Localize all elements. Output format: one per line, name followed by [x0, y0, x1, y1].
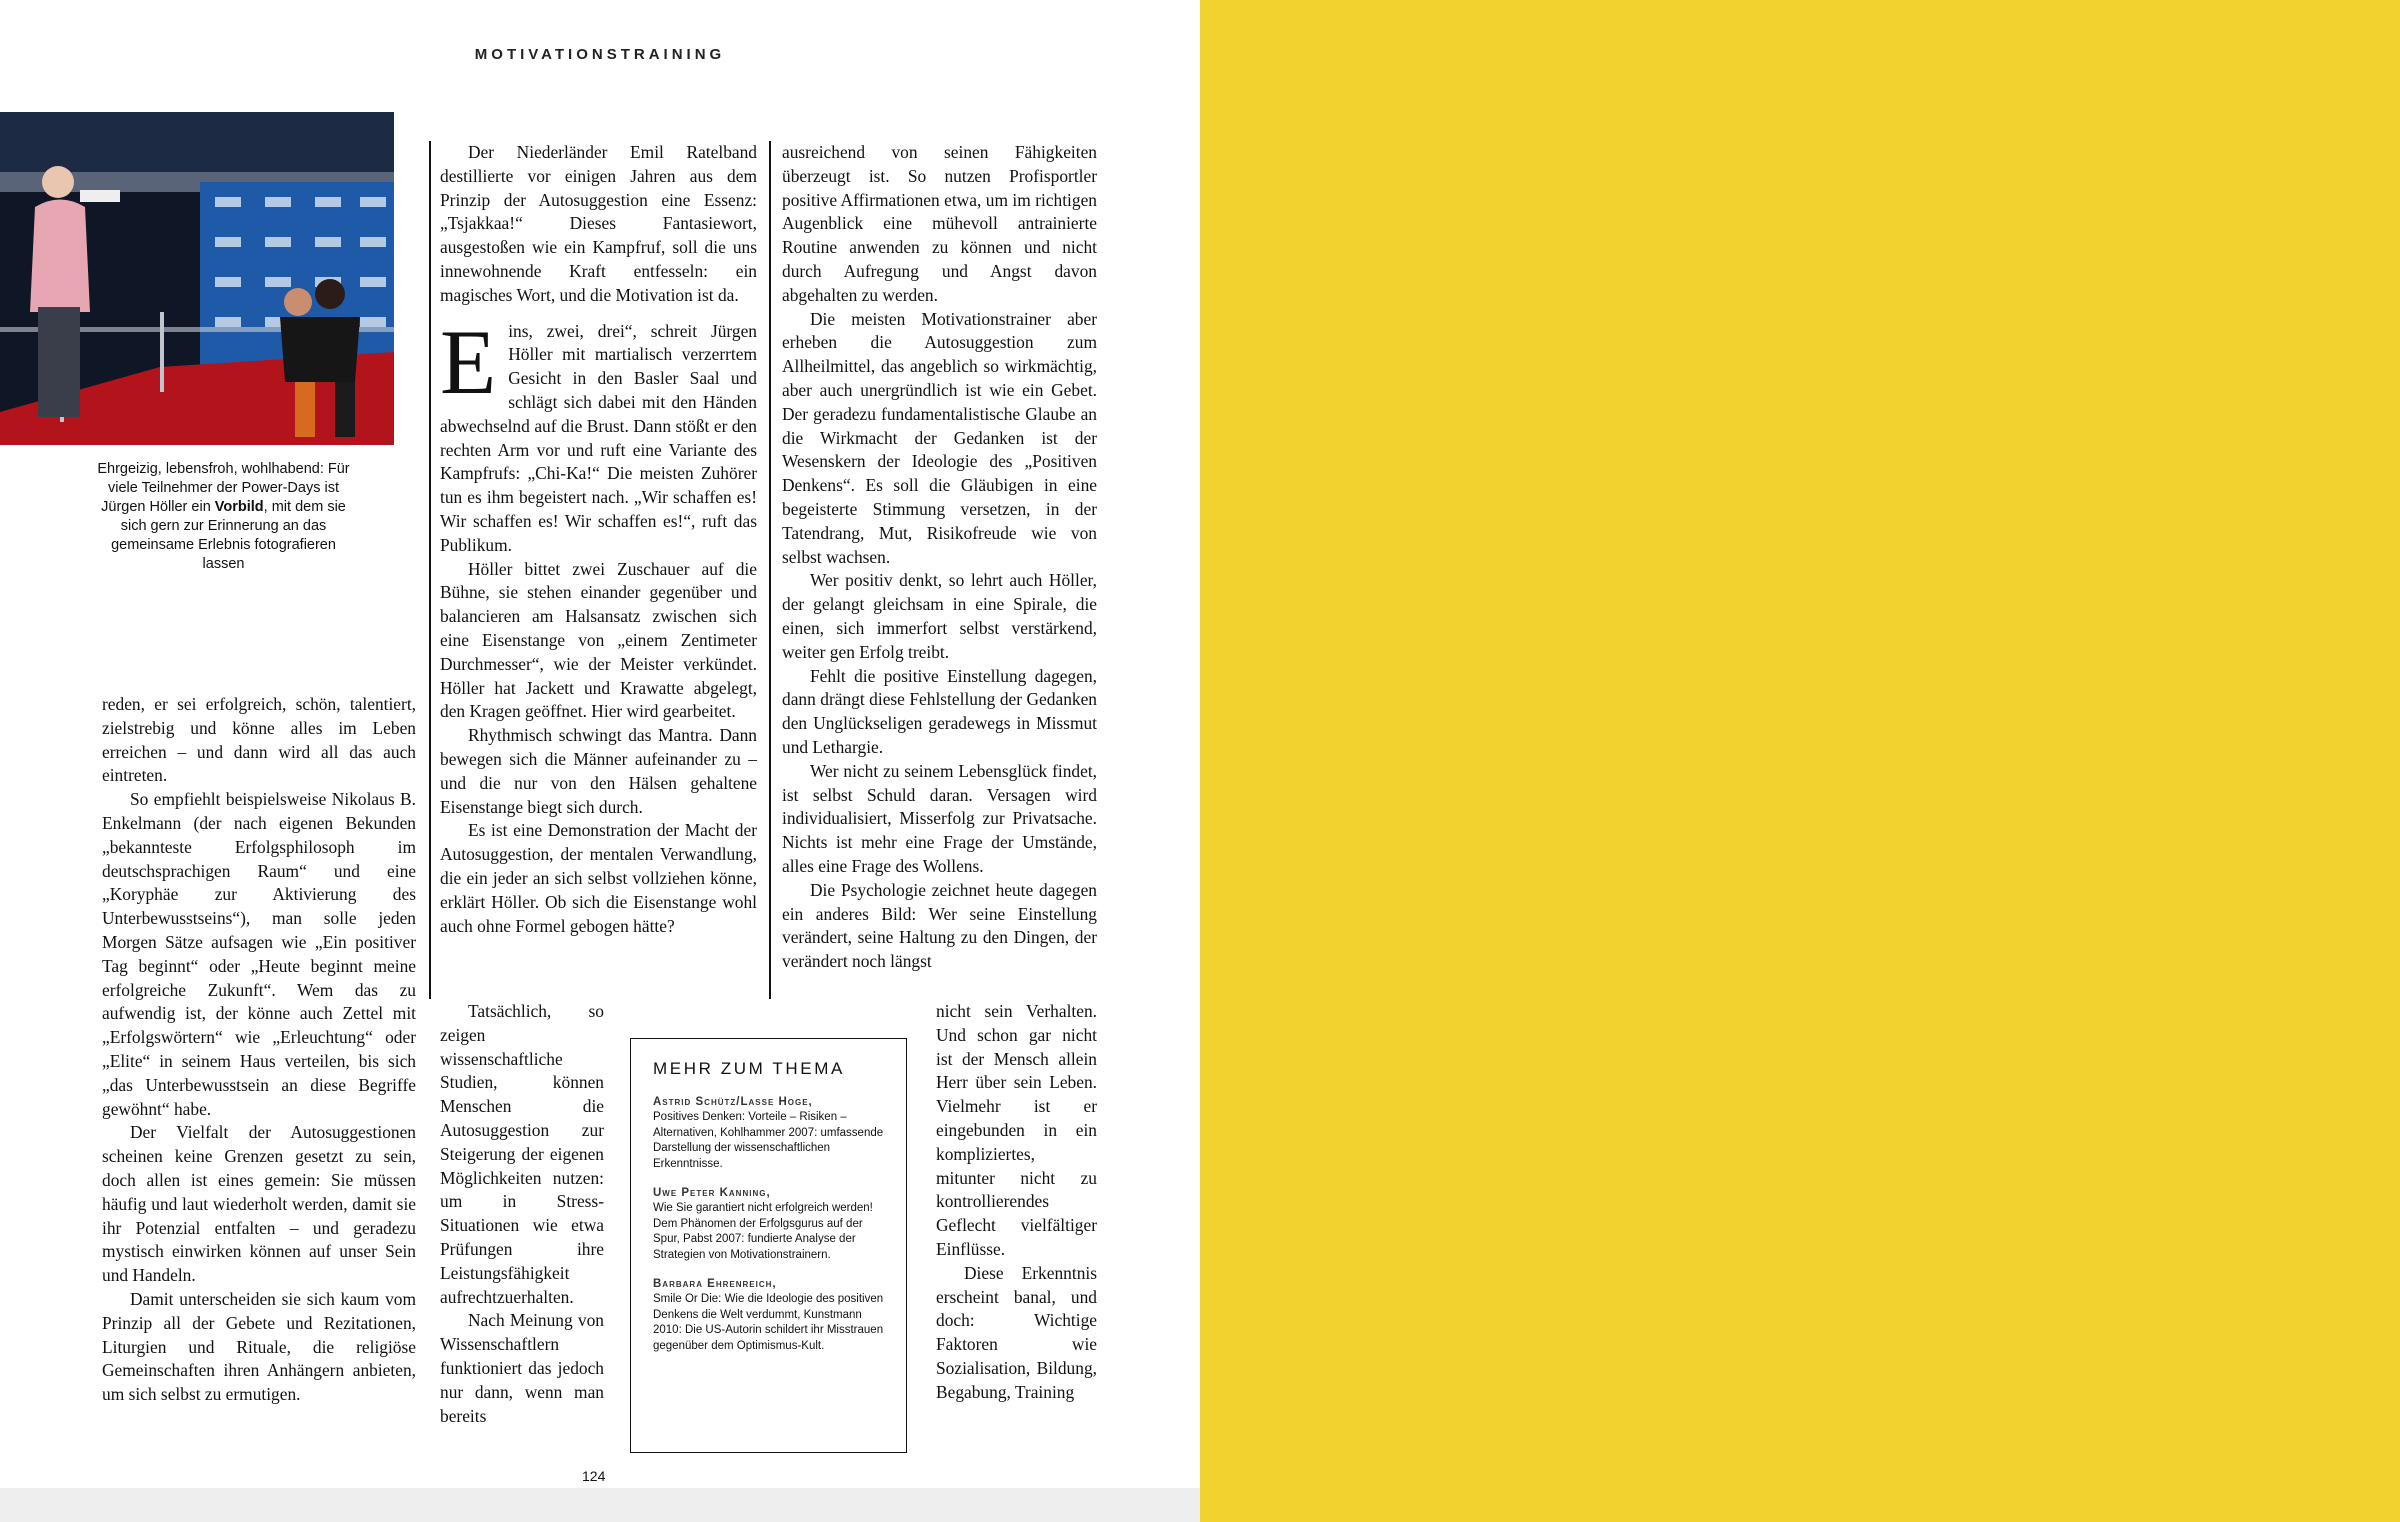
article-paragraph: Die Psychologie zeichnet heute dagegen ein anderes Bild: Wer seine Einstellung verändert, seine Haltung zu den Dingen, der verändert noch längst — [782, 879, 1097, 972]
article-paragraph: Damit unterscheiden sie sich kaum vom Prinzip all der Gebete und Rezitationen, Liturgien und Rituale, die religiöse Gemeinschaften ihren Anhängern anbieten, um sich selbst zu ermutigen. — [102, 1288, 416, 1405]
photo-caption-text: Ehrgeizig, lebensfroh, wohlhabend: Für viele Teilnehmer der Power-Days ist Jürgen Höller ein — [97, 461, 350, 515]
article-column-3 — [782, 141, 1097, 974]
reading-entry — [653, 1095, 886, 1172]
page-number: 124 — [582, 1468, 606, 1484]
reading-description: Wie Sie garantiert nicht erfolgreich werden! Dem Phänomen der Erfolgsgurus auf der Spur, Pabst 2007: fundierte Analyse der Strategien von Motivationstrainern. — [653, 1202, 873, 1261]
event-photo-icon — [0, 112, 394, 445]
article-paragraph: Fehlt die positive Einstellung dagegen, dann drängt diese Fehlstellung der Gedanken den Unglückseligen geradewegs in Missmut und Lethargie. — [782, 665, 1097, 757]
article-paragraph: Wer nicht zu seinem Lebensglück findet, ist selbst Schuld daran. Versagen wird individualisiert, Misserfolg zur Privatsache. Nichts ist mehr eine Frage der Umstände, alles eine Frage des Wollens. — [782, 760, 1097, 876]
article-paragraph: Diese Erkenntnis erscheint banal, und doch: Wichtige Faktoren wie Sozialisation, Bildung, Begabung, Training — [936, 1262, 1097, 1402]
article-paragraph: Tatsächlich, so zeigen wissenschaftliche Studien, können Menschen die Autosuggestion zur Steigerung der eigenen Möglichkeiten nutzen: um in Stress-Situationen wie etwa Prüfungen ihre Leistungsfähigkeit aufrechtzuerhalten. — [440, 1001, 604, 1307]
photo-caption — [96, 460, 351, 574]
article-paragraph: Höller bittet zwei Zuschauer auf die Bühne, sie stehen einander gegenüber und balancieren am Halsansatz zwischen sich eine Eisenstange von „einem Zentimeter Durchmesser“, wie der Meister verkündet. Höller hat Jackett und Krawatte abgelegt, den Kragen geöffnet. Hier wird gearbeitet. — [440, 558, 757, 722]
photo-caption-bold: Vorbild — [214, 499, 264, 515]
reading-entry — [653, 1186, 886, 1263]
article-paragraph: nicht sein Verhalten. Und schon gar nicht ist der Mensch allein Herr über sein Leben. Vielmehr ist er eingebunden in ein kompliziertes, mitunter nicht zu kontrollierendes Geflecht vielfältiger Einflüsse. — [936, 1001, 1097, 1259]
column-rule — [769, 141, 771, 999]
article-paragraph: reden, er sei erfolgreich, schön, talentiert, zielstrebig und könne alles im Leben erreichen – und dann wird all das auch eintreten. — [102, 694, 416, 786]
article-column-3-narrow — [936, 1000, 1097, 1405]
article-paragraph: Es ist eine Demonstration der Macht der Autosuggestion, der mentalen Verwandlung, die ein jeder an sich selbst vollziehen könne, erklärt Höller. Ob sich die Eisenstange wohl auch ohne Formel gebogen hätte? — [440, 820, 757, 936]
reading-author: Barbara Ehrenreich, — [653, 1278, 777, 1290]
column-rule — [429, 141, 431, 999]
article-column-2 — [440, 141, 757, 938]
photo-caption-text-end: , mit dem sie sich gern zur Erinnerung an das gemeinsame Erlebnis fotografieren lassen — [111, 499, 346, 572]
reading-description: Smile Or Die: Wie die Ideologie des positiven Denkens die Welt verdummt, Kunstmann 2010: Die US-Autorin schildert ihr Misstrauen gegenüber dem Optimismus-Kult. — [653, 1293, 884, 1352]
article-column-1 — [102, 693, 416, 1407]
reading-author: Uwe Peter Kanning, — [653, 1187, 771, 1199]
reading-description: Positives Denken: Vorteile – Risiken – Alternativen, Kohlhammer 2007: umfassende Darstellung der wissenschaftlichen Erkenntnisse. — [653, 1111, 884, 1170]
article-paragraph: Rhythmisch schwingt das Mantra. Dann bewegen sich die Männer aufeinander zu – und die nur von den Hälsen gehaltene Eisenstange biegt sich durch. — [440, 725, 757, 817]
article-paragraph: Der Vielfalt der Autosuggestionen scheinen keine Grenzen gesetzt zu sein, doch allen ist eines gemein: Sie müssen häufig und laut wiederholt werden, damit sie ihr Potenzial entfalten – und geradezu mystisch einwirken können auf unser Sein und Handeln. — [102, 1122, 416, 1286]
article-paragraph: So empfiehlt beispielsweise Nikolaus B. Enkelmann (der nach eigenen Bekunden „bekannteste Erfolgsphilosoph im deutschsprachigen Raum“ und eine „Koryphäe zur Aktivierung des Unterbewusstseins“), man solle jeden Morgen Sätze aufsagen wie „Ein positiver Tag beginnt“ oder „Heute beginnt meine erfolgreiche Zukunft“. Wem das zu aufwendig ist, der könne auch Zettel mit „Erfolgswörtern“ wie „Erleuchtung“ oder „Elite“ in seinem Haus verteilen, bis sich „das Unterbewusstsein an diese Begriffe gewöhnt“ habe. — [102, 789, 416, 1119]
article-paragraph: Wer positiv denkt, so lehrt auch Höller, der gelangt gleichsam in eine Spirale, die einen, sich immerfort selbst verstärkend, weiter gen Erfolg treibt. — [782, 570, 1097, 662]
article-paragraph: Die meisten Motivationstrainer aber erheben die Autosuggestion zum Allheilmittel, das angeblich so wirkmächtig, aber auch unergründlich ist wie ein Gebet. Der geradezu fundamentalistische Glaube an die Wirkmacht der Gedanken ist der Wesenskern der Ideologie des „Positiven Denkens“. Es soll die Gläubigen in eine begeisterte Stimmung versetzen, in der Tatendrang, Mut, Risikofreude wie von selbst wachsen. — [782, 308, 1097, 567]
article-intro: Der Niederländer Emil Ratelband destillierte vor einigen Jahren aus dem Prinzip der Autosuggestion eine Essenz: „Tsjakkaa!“ Dieses Fantasiewort, ausgestoßen wie ein Kampfruf, soll die uns innewohnende Kraft entfesseln: ein magisches Wort, und die Motivation ist da. — [440, 142, 757, 305]
article-lead — [440, 310, 757, 558]
drop-cap: E — [440, 310, 497, 413]
further-reading-box — [630, 1038, 907, 1453]
section-header: MOTIVATIONSTRAINING — [474, 46, 726, 63]
article-paragraph: ausreichend von seinen Fähigkeiten überzeugt ist. So nutzen Profisportler positive Affirmationen etwa, um im richtigen Augenblick eine mühevoll antrainierte Routine anwenden zu können und nicht durch Aufregung und Angst davon abgehalten zu werden. — [782, 142, 1097, 305]
article-paragraph: Nach Meinung von Wissenschaftlern funktioniert das jedoch nur dann, wenn man bereits — [440, 1310, 604, 1426]
article-lead-text: ins, zwei, drei“, schreit Jürgen Höller mit martialisch verzerrtem Gesicht in den Basler Saal und schlägt sich dabei mit den Händen abwechselnd auf die Brust. Dann stößt er den rechten Arm vor und ruft eine Variante des Kampfrufs: „Chi-Ka!“ Die meisten Zuhörer tun es ihm begeistert nach. „Wir schaffen es! Wir schaffen es! Wir schaffen es!“, ruft das Publikum. — [440, 320, 757, 555]
reading-entry — [653, 1277, 886, 1354]
reading-author: Astrid Schütz/Lasse Hoge, — [653, 1096, 813, 1108]
event-photo — [0, 112, 394, 445]
viewer-bottom-bar — [0, 1488, 1200, 1522]
yellow-spread-page — [1200, 0, 2400, 1522]
article-column-2-narrow — [440, 1000, 604, 1428]
further-reading-title: MEHR ZUM THEMA — [653, 1059, 845, 1078]
